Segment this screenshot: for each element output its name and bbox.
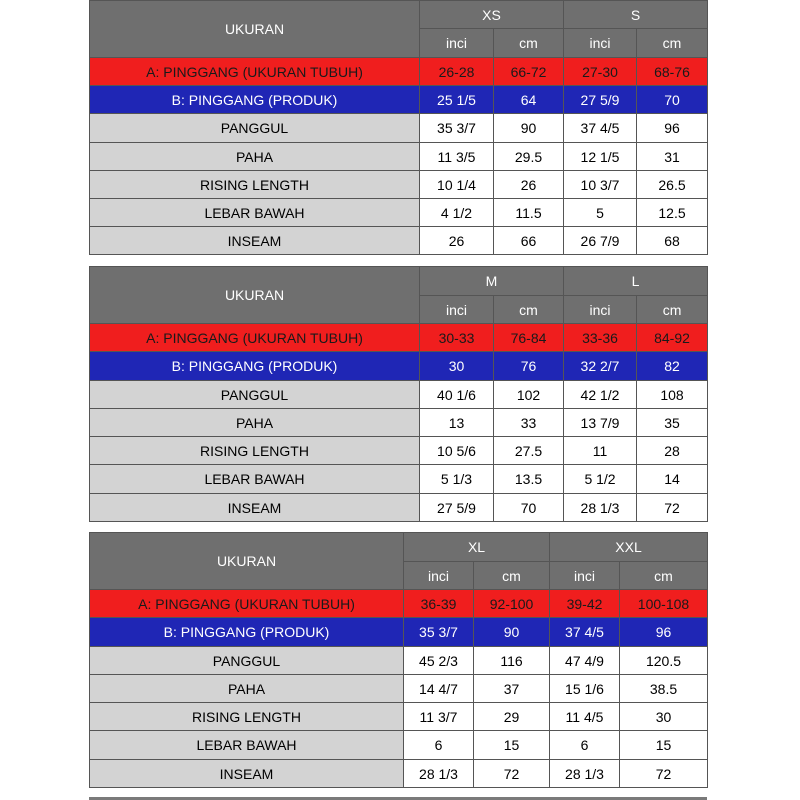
table-row (90, 199, 708, 227)
cell-value: 28 1/3 (404, 760, 474, 788)
cell-value: 11.5 (494, 199, 564, 227)
table-row (90, 381, 708, 409)
size-header: L (564, 267, 708, 296)
cell-value: 82 (637, 352, 708, 381)
table-row (90, 171, 708, 199)
cell-value: 96 (637, 114, 708, 143)
cell-value: 37 4/5 (550, 618, 620, 647)
table-row (90, 352, 708, 381)
cell-value: 36-39 (404, 590, 474, 618)
row-label: PAHA (90, 675, 404, 703)
cell-value: 10 1/4 (420, 171, 494, 199)
size-header: S (564, 1, 708, 29)
cell-value: 6 (550, 731, 620, 760)
cell-value: 35 3/7 (404, 618, 474, 647)
cell-value: 76-84 (494, 324, 564, 352)
row-label: RISING LENGTH (90, 437, 420, 465)
cell-value: 5 1/2 (564, 465, 637, 494)
cell-value: 68 (637, 227, 708, 255)
row-label: B: PINGGANG (PRODUK) (90, 618, 404, 647)
row-label: B: PINGGANG (PRODUK) (90, 352, 420, 381)
cell-value: 35 3/7 (420, 114, 494, 143)
cell-value: 29.5 (494, 143, 564, 171)
row-label: PANGGUL (90, 114, 420, 143)
row-label: RISING LENGTH (90, 703, 404, 731)
cell-value: 30 (420, 352, 494, 381)
size-table-xl-xxl (89, 532, 708, 788)
left-margin (0, 0, 89, 800)
cell-value: 28 1/3 (550, 760, 620, 788)
table-row (90, 618, 708, 647)
row-label: B: PINGGANG (PRODUK) (90, 86, 420, 114)
cell-value: 25 1/5 (420, 86, 494, 114)
cell-value: 26-28 (420, 58, 494, 86)
row-label: PAHA (90, 143, 420, 171)
cell-value: 70 (494, 494, 564, 522)
cell-value: 37 (474, 675, 550, 703)
row-label: PANGGUL (90, 381, 420, 409)
cell-value: 72 (474, 760, 550, 788)
table-row (90, 324, 708, 352)
table-row (90, 227, 708, 255)
cell-value: 11 3/5 (420, 143, 494, 171)
cell-value: 27 5/9 (420, 494, 494, 522)
cell-value: 15 1/6 (550, 675, 620, 703)
table-row (90, 58, 708, 86)
cell-value: 26 (494, 171, 564, 199)
cell-value: 15 (474, 731, 550, 760)
table-row (90, 494, 708, 522)
table-row (90, 409, 708, 437)
header-ukuran: UKURAN (90, 1, 420, 58)
unit-header: inci (564, 29, 637, 58)
row-label: LEBAR BAWAH (90, 465, 420, 494)
unit-header: cm (637, 296, 708, 324)
cell-value: 33 (494, 409, 564, 437)
cell-value: 116 (474, 647, 550, 675)
cell-value: 26.5 (637, 171, 708, 199)
row-label: RISING LENGTH (90, 171, 420, 199)
cell-value: 42 1/2 (564, 381, 637, 409)
row-label: PAHA (90, 409, 420, 437)
row-label: LEBAR BAWAH (90, 731, 404, 760)
cell-value: 12.5 (637, 199, 708, 227)
cell-value: 30-33 (420, 324, 494, 352)
size-header: XS (420, 1, 564, 29)
header-ukuran: UKURAN (90, 267, 420, 324)
row-label: INSEAM (90, 760, 404, 788)
cell-value: 64 (494, 86, 564, 114)
size-header: XXL (550, 533, 708, 562)
row-label: INSEAM (90, 494, 420, 522)
table-row (90, 590, 708, 618)
size-table-m-l (89, 266, 708, 522)
cell-value: 14 4/7 (404, 675, 474, 703)
cell-value: 27-30 (564, 58, 637, 86)
cell-value: 6 (404, 731, 474, 760)
cell-value: 102 (494, 381, 564, 409)
cell-value: 4 1/2 (420, 199, 494, 227)
cell-value: 35 (637, 409, 708, 437)
cell-value: 40 1/6 (420, 381, 494, 409)
cell-value: 72 (637, 494, 708, 522)
cell-value: 13 (420, 409, 494, 437)
unit-header: cm (494, 296, 564, 324)
unit-header: inci (420, 29, 494, 58)
cell-value: 15 (620, 731, 708, 760)
table-row (90, 143, 708, 171)
cell-value: 30 (620, 703, 708, 731)
unit-header: cm (474, 562, 550, 590)
unit-header: inci (420, 296, 494, 324)
cell-value: 27.5 (494, 437, 564, 465)
row-label: PANGGUL (90, 647, 404, 675)
cell-value: 13 7/9 (564, 409, 637, 437)
cell-value: 72 (620, 760, 708, 788)
cell-value: 31 (637, 143, 708, 171)
cell-value: 92-100 (474, 590, 550, 618)
cell-value: 10 5/6 (420, 437, 494, 465)
table-row (90, 647, 708, 675)
table-row (90, 114, 708, 143)
cell-value: 120.5 (620, 647, 708, 675)
cell-value: 11 4/5 (550, 703, 620, 731)
cell-value: 14 (637, 465, 708, 494)
table-row (90, 675, 708, 703)
cell-value: 37 4/5 (564, 114, 637, 143)
cell-value: 96 (620, 618, 708, 647)
cell-value: 33-36 (564, 324, 637, 352)
row-label: INSEAM (90, 227, 420, 255)
table-row (90, 703, 708, 731)
cell-value: 28 (637, 437, 708, 465)
cell-value: 108 (637, 381, 708, 409)
unit-header: inci (404, 562, 474, 590)
unit-header: cm (494, 29, 564, 58)
unit-header: inci (550, 562, 620, 590)
cell-value: 5 1/3 (420, 465, 494, 494)
cell-value: 11 (564, 437, 637, 465)
cell-value: 27 5/9 (564, 86, 637, 114)
row-label: LEBAR BAWAH (90, 199, 420, 227)
cell-value: 13.5 (494, 465, 564, 494)
table-row (90, 731, 708, 760)
cell-value: 26 7/9 (564, 227, 637, 255)
right-margin (707, 0, 800, 800)
cell-value: 66-72 (494, 58, 564, 86)
cell-value: 100-108 (620, 590, 708, 618)
unit-header: inci (564, 296, 637, 324)
size-header: XL (404, 533, 550, 562)
table-row (90, 465, 708, 494)
cell-value: 10 3/7 (564, 171, 637, 199)
cell-value: 84-92 (637, 324, 708, 352)
cell-value: 39-42 (550, 590, 620, 618)
header-ukuran: UKURAN (90, 533, 404, 590)
cell-value: 76 (494, 352, 564, 381)
cell-value: 38.5 (620, 675, 708, 703)
unit-header: cm (637, 29, 708, 58)
cell-value: 28 1/3 (564, 494, 637, 522)
size-header: M (420, 267, 564, 296)
table-row (90, 437, 708, 465)
cell-value: 68-76 (637, 58, 708, 86)
table-row (90, 760, 708, 788)
row-label: A: PINGGANG (UKURAN TUBUH) (90, 58, 420, 86)
cell-value: 47 4/9 (550, 647, 620, 675)
cell-value: 70 (637, 86, 708, 114)
cell-value: 5 (564, 199, 637, 227)
row-label: A: PINGGANG (UKURAN TUBUH) (90, 324, 420, 352)
unit-header: cm (620, 562, 708, 590)
cell-value: 32 2/7 (564, 352, 637, 381)
row-label: A: PINGGANG (UKURAN TUBUH) (90, 590, 404, 618)
cell-value: 26 (420, 227, 494, 255)
cell-value: 12 1/5 (564, 143, 637, 171)
cell-value: 90 (474, 618, 550, 647)
cell-value: 45 2/3 (404, 647, 474, 675)
size-table-xs-s (89, 0, 708, 255)
cell-value: 29 (474, 703, 550, 731)
cell-value: 66 (494, 227, 564, 255)
table-row (90, 86, 708, 114)
cell-value: 11 3/7 (404, 703, 474, 731)
cell-value: 90 (494, 114, 564, 143)
